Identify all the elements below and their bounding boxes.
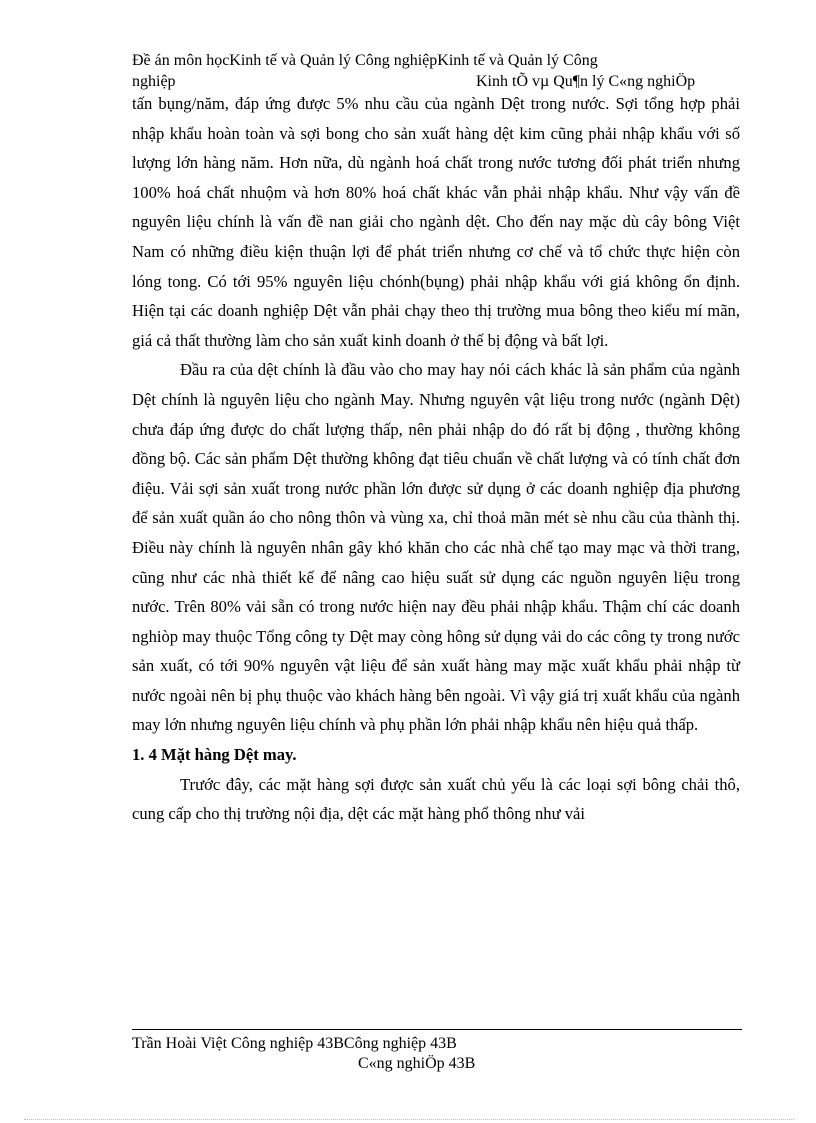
header-line-1: Đề án môn họcKinh tế và Quản lý Công nghiệpKinh tế và Quản lý Công	[132, 52, 598, 69]
page-edge-divider	[24, 1119, 794, 1120]
header-line-2-left: nghiệp	[132, 73, 176, 90]
paragraph-1: tấn bụng/năm, đáp ứng được 5% nhu cầu của ngành Dệt trong nước. Sợi tổng hợp phải nhập khẩu hoàn toàn và sợi bong cho sản xuất hàng dệt kim cũng phải nhập khẩu với số lượng lớn hàng năm. Hơn nữa, dù ngành hoá chất trong nước tương đối phát triển nhưng 100% hoá chất nhuộm và hơn 80% hoá chất khác vẫn phải nhập khẩu. Như vậy vấn đề nguyên liệu chính là vấn đề nan giải cho ngành dệt. Cho đến nay mặc dù cây bông Việt Nam có những điều kiện thuận lợi để phát triển nhưng cơ chế và tổ chức thực hiện còn lóng tong. Có tới 95% nguyên liệu chónh(bụng) phải nhập khẩu với giá không ổn định. Hiện tại các doanh nghiệp Dệt vẫn phải chạy theo thị trường mua bông theo kiểu mí mãn, giá cả thất thường làm cho sản xuất kinh doanh ở thế bị động và bất lợi.	[132, 94, 740, 350]
page-footer	[132, 1034, 744, 1074]
paragraph-3: Trước đây, các mặt hàng sợi được sản xuất chủ yếu là các loại sợi bông chải thô, cung cấp cho thị trường nội địa, dệt các mặt hàng phổ thông như vải	[132, 774, 740, 824]
header-line-2-right: Kinh tÕ vµ Qu¶n lý C«ng nghiÖp	[476, 73, 696, 90]
page-header	[132, 50, 744, 92]
section-heading: 1. 4 Mặt hàng Dệt may.	[132, 745, 297, 765]
document-body	[132, 89, 740, 829]
footer-line-2: C«ng nghiÖp 43B	[358, 1055, 476, 1072]
footer-line-1: Trần Hoài Việt Công nghiệp 43BCông nghiệp 43B	[132, 1035, 457, 1052]
footer-divider	[132, 1029, 742, 1030]
paragraph-2: Đầu ra của dệt chính là đầu vào cho may hay nói cách khác là sản phẩm của ngành Dệt chính là nguyên liệu cho ngành May. Nhưng nguyên vật liệu trong nước (ngành Dệt) chưa đáp ứng được do chất lượng thấp, nên phải nhập do đó rất bị động , thường không đồng bộ. Các sản phẩm Dệt thường không đạt tiêu chuẩn về chất lượng và có tính chất đơn điệu. Vải sợi sản xuất trong nước phần lớn được sử dụng ở các doanh nghiệp địa phương để sản xuất quần áo cho nông thôn và vùng xa, chỉ thoả mãn mét sè nhu cầu của thành thị. Điều này chính là nguyên nhân gây khó khăn cho các nhà chế tạo may mạc và thời trang, cũng như các nhà thiết kế để nâng cao hiệu suất sử dụng các nguồn nguyên liệu trong nước. Trên 80% vải sẵn có trong nước hiện nay đều phải nhập khẩu. Thậm chí các doanh nghiòp may thuộc Tổng công ty Dệt may còng hông sử dụng vải do các công ty trong nước sản xuất, có tới 90% nguyên vật liệu để sản xuất hàng may mặc xuất khẩu phải nhập từ nước ngoài nên bị phụ thuộc vào khách hàng bên ngoài. Vì vậy giá trị xuất khẩu của ngành may lớn nhưng nguyên liệu chính và phụ phần lớn phải nhập khẩu nên hiệu quả thấp.	[132, 360, 740, 735]
